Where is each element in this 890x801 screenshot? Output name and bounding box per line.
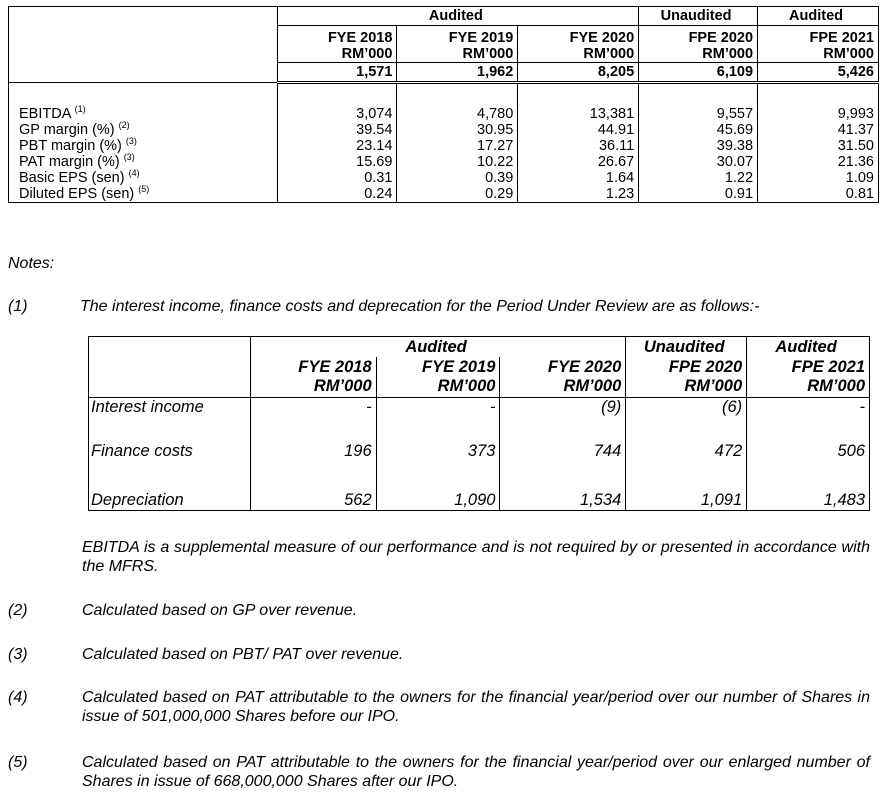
cell: (9) [500, 398, 626, 443]
cell: - [376, 398, 500, 443]
row-label: Depreciation [89, 484, 251, 511]
row-label: Finance costs [89, 442, 251, 484]
column-header: FYE 2018 RM’000 [250, 357, 376, 398]
cell: - [250, 398, 376, 443]
cell: 1.09 [758, 170, 879, 186]
cell: 1.23 [518, 186, 639, 203]
row-label: PAT margin (%) [19, 154, 120, 170]
cell: 23.14 [277, 138, 397, 154]
column-header: FYE 2020 RM’000 [500, 357, 626, 398]
column-header: FYE 2018 RM’000 [277, 26, 397, 63]
cell: 9,557 [639, 106, 758, 122]
column-header: FPE 2021 RM’000 [758, 26, 879, 63]
cell: 0.29 [397, 186, 518, 203]
cell: 506 [747, 442, 870, 484]
cell: 45.69 [639, 122, 758, 138]
table-row [89, 442, 870, 484]
interest-finance-depreciation-table [88, 336, 870, 511]
note-number: (2) [8, 602, 28, 619]
row-label: Interest income [89, 398, 251, 443]
note-number: (1) [8, 298, 28, 315]
column-header: FPE 2020 RM’000 [626, 357, 747, 398]
note-number: (3) [8, 646, 28, 663]
column-header: FYE 2020 RM’000 [518, 26, 639, 63]
cell: 1,090 [376, 484, 500, 511]
cell: 1,483 [747, 484, 870, 511]
group-unaudited: Unaudited [639, 7, 758, 26]
cell: - [747, 398, 870, 443]
cell: 21.36 [758, 154, 879, 170]
row-label: EBITDA [19, 106, 71, 122]
cell: 0.24 [277, 186, 397, 203]
cell: 39.38 [639, 138, 758, 154]
note-text: Calculated based on GP over revenue. [82, 602, 358, 619]
column-header: FPE 2021 RM’000 [747, 357, 870, 398]
row-label: PBT margin (%) [19, 138, 122, 154]
table-row [9, 122, 879, 138]
note-text: Calculated based on PBT/ PAT over revenue. [82, 646, 404, 663]
cell: 744 [500, 442, 626, 484]
group-audited-2: Audited [758, 7, 879, 26]
cell: 472 [626, 442, 747, 484]
header-blank-cell [9, 7, 278, 26]
cell: 562 [250, 484, 376, 511]
note-text: Calculated based on PAT attributable to the owners for the financial year/period over our number of Shares in issue of 501,000,000 Shares before our IPO. [82, 689, 870, 725]
column-header: FYE 2019 RM’000 [376, 357, 500, 398]
revenue-cell: 8,205 [518, 63, 639, 83]
note-ref: (3) [123, 152, 135, 162]
cell: 41.37 [758, 122, 879, 138]
revenue-row [9, 63, 879, 83]
cell: 31.50 [758, 138, 879, 154]
note-ref: (4) [128, 168, 140, 178]
cell: 26.67 [518, 154, 639, 170]
note-ref: (2) [118, 120, 130, 130]
note-text: The interest income, finance costs and deprecation for the Period Under Review are as follows:- [80, 298, 760, 315]
table-row [9, 186, 879, 203]
cell: 4,780 [397, 106, 518, 122]
note-ref: (1) [74, 104, 86, 114]
note-number: (5) [8, 754, 28, 771]
cell: 0.81 [758, 186, 879, 203]
cell: 1.64 [518, 170, 639, 186]
revenue-cell: 1,962 [397, 63, 518, 83]
cell: 39.54 [277, 122, 397, 138]
group-audited-1: Audited [277, 7, 639, 26]
cell: (6) [626, 398, 747, 443]
revenue-cell: 5,426 [758, 63, 879, 83]
note-ref: (3) [125, 136, 137, 146]
cell: 3,074 [277, 106, 397, 122]
cell: 36.11 [518, 138, 639, 154]
note-text: Calculated based on PAT attributable to the owners for the financial year/period over our enlarged number of Shares in issue of 668,000,000 Shares after our IPO. [82, 754, 870, 790]
row-label: Diluted EPS (sen) [19, 186, 135, 202]
note-number: (4) [8, 689, 28, 706]
cell: 15.69 [277, 154, 397, 170]
group-unaudited: Unaudited [626, 337, 747, 358]
revenue-cell: 1,571 [277, 63, 397, 83]
cell: 0.31 [277, 170, 397, 186]
cell: 10.22 [397, 154, 518, 170]
cell: 13,381 [518, 106, 639, 122]
header-blank-cell [9, 26, 278, 63]
table-row [9, 106, 879, 122]
cell: 44.91 [518, 122, 639, 138]
revenue-cell: 6,109 [639, 63, 758, 83]
row-label: GP margin (%) [19, 122, 115, 138]
financial-highlights-table [8, 6, 879, 203]
cell: 1.22 [639, 170, 758, 186]
cell: 9,993 [758, 106, 879, 122]
cell: 196 [250, 442, 376, 484]
column-header: FPE 2020 RM’000 [639, 26, 758, 63]
cell: 373 [376, 442, 500, 484]
cell: 0.91 [639, 186, 758, 203]
group-audited-2: Audited [747, 337, 870, 358]
table-row [89, 398, 870, 443]
ebitda-note-text: EBITDA is a supplemental measure of our performance and is not required by or presented in accordance with the MFRS. [82, 539, 870, 575]
cell: 30.95 [397, 122, 518, 138]
cell: 0.39 [397, 170, 518, 186]
notes-heading: Notes: [8, 255, 55, 272]
cell: 17.27 [397, 138, 518, 154]
note-ref: (5) [138, 184, 150, 194]
table-row [89, 484, 870, 511]
cell: 30.07 [639, 154, 758, 170]
group-audited-1: Audited [250, 337, 625, 358]
column-header: FYE 2019 RM’000 [397, 26, 518, 63]
row-label: Basic EPS (sen) [19, 170, 125, 186]
cell: 1,534 [500, 484, 626, 511]
table-row [9, 138, 879, 154]
cell: 1,091 [626, 484, 747, 511]
